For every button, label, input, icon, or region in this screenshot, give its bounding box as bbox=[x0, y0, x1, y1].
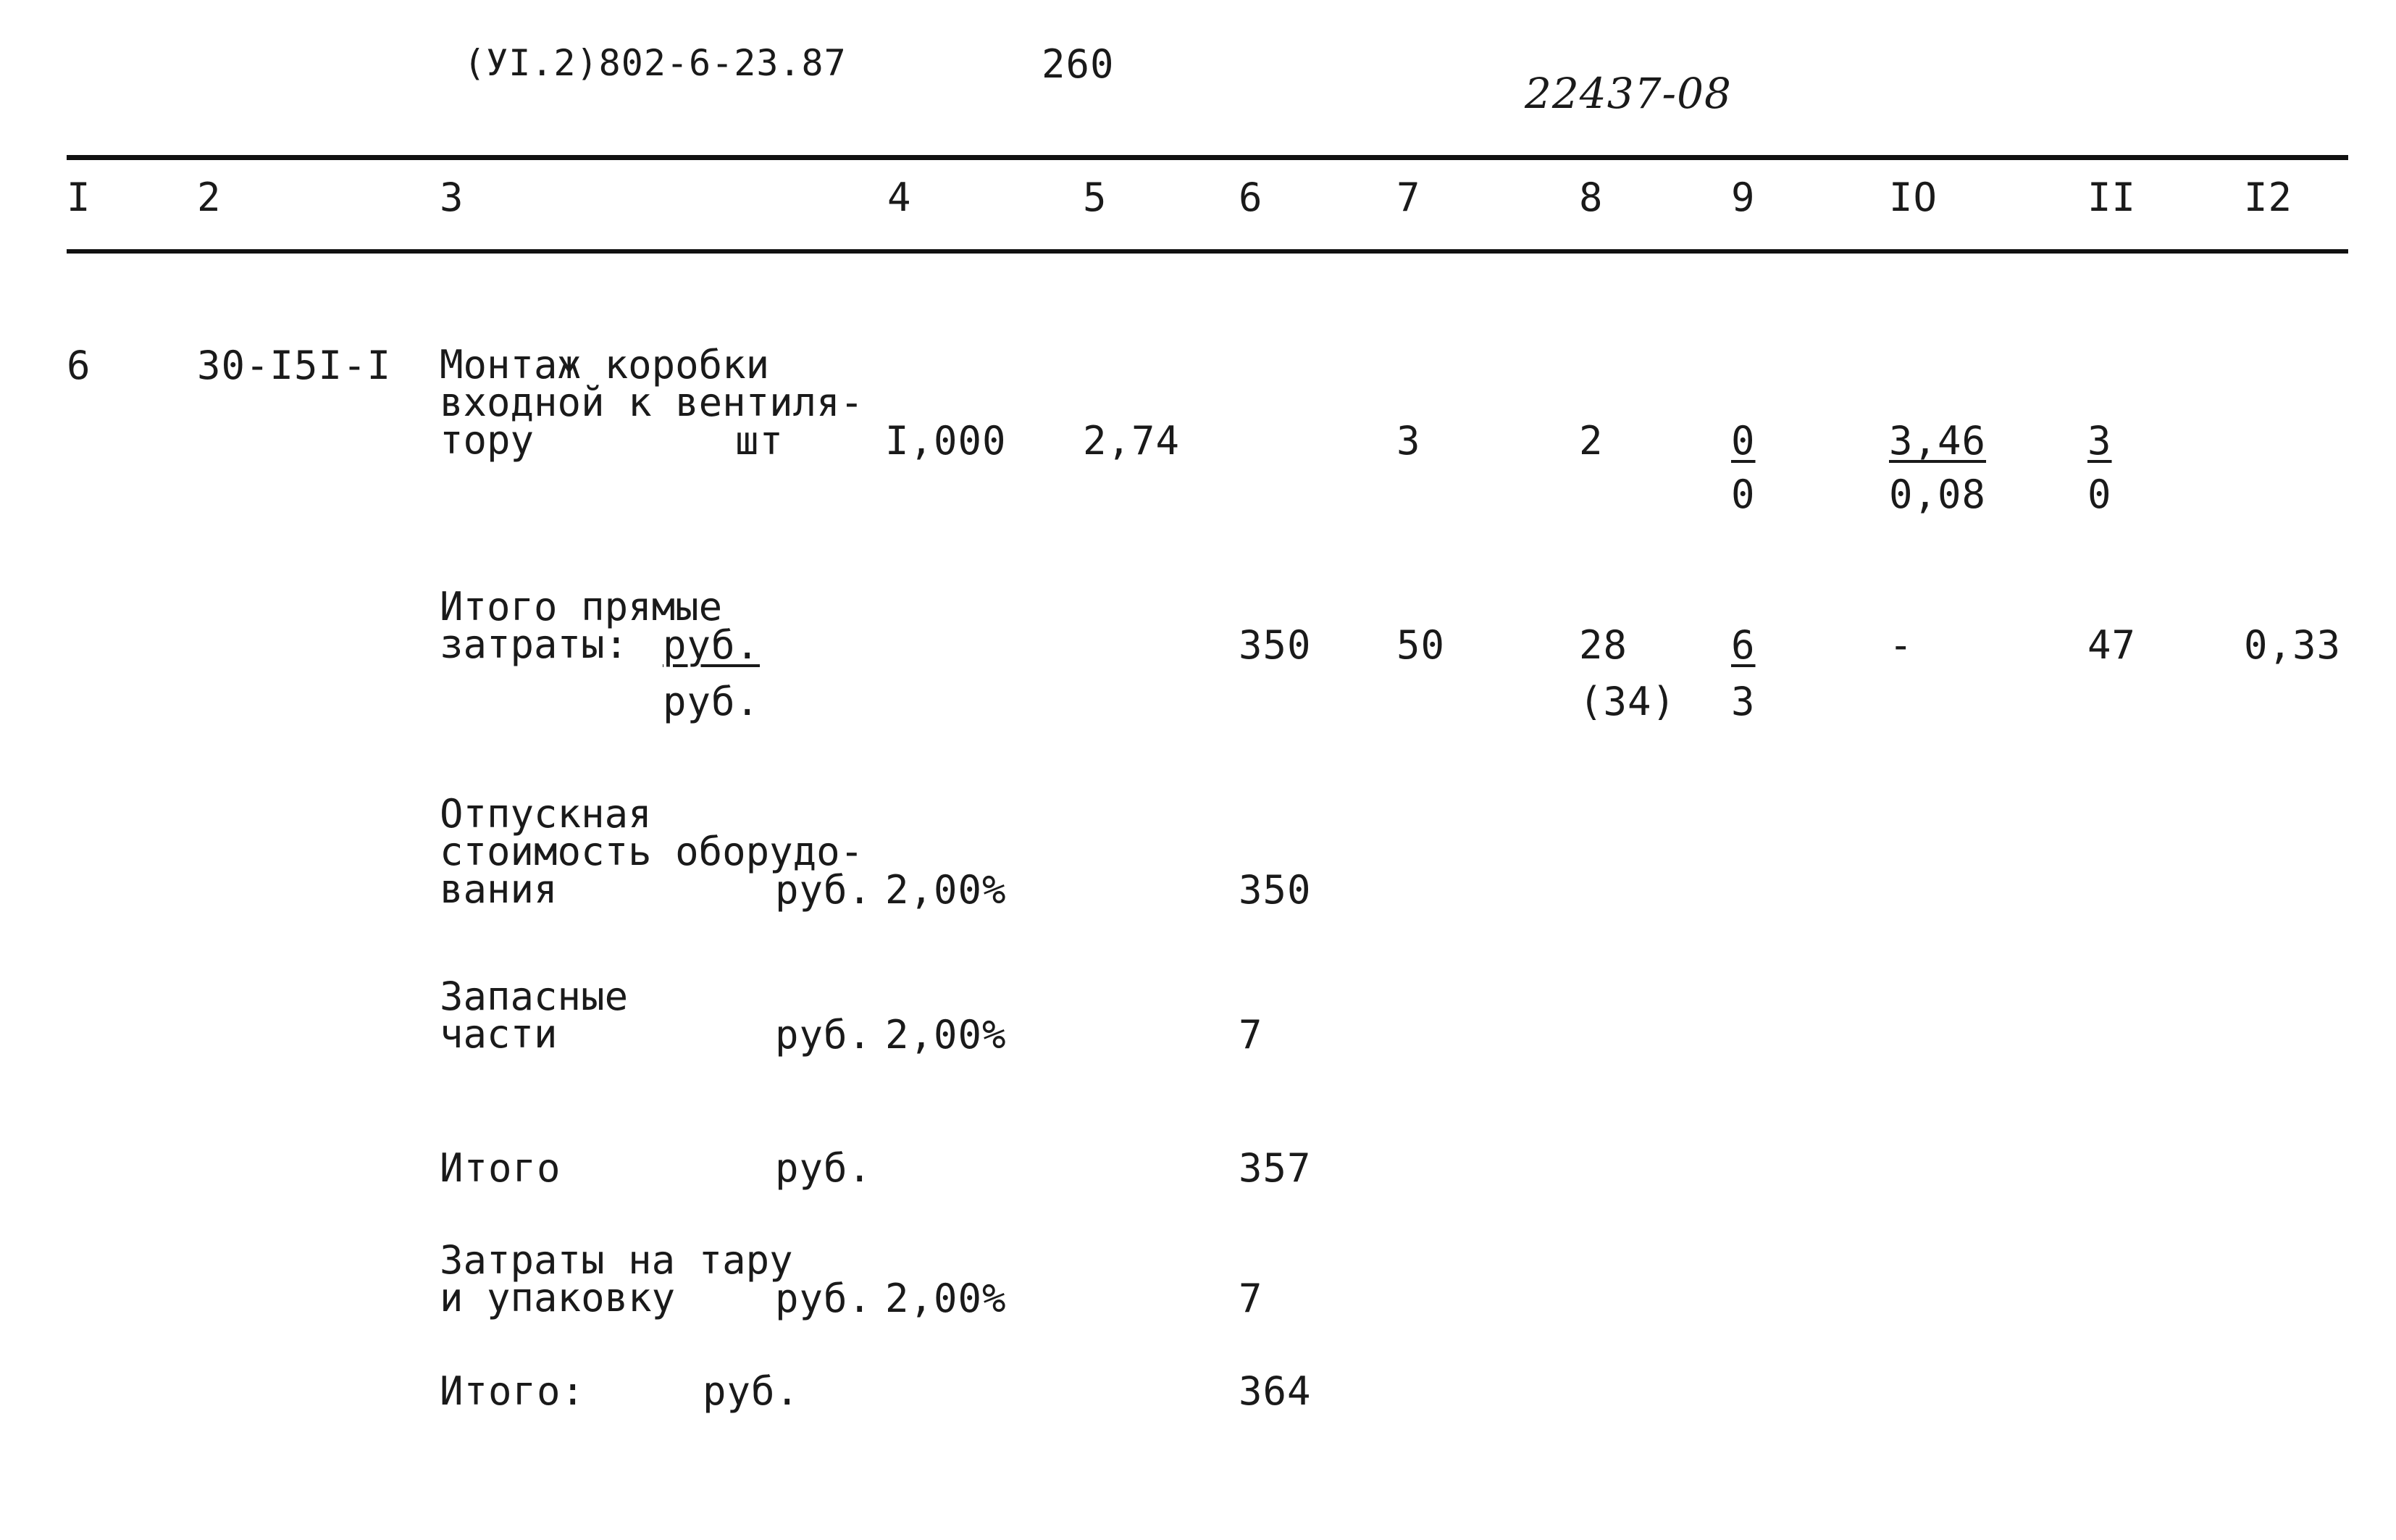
total-col6: 364 bbox=[1239, 1368, 1312, 1414]
spare-parts-col6: 7 bbox=[1239, 1012, 1263, 1058]
equipment-cost-unit: руб. bbox=[775, 867, 873, 913]
subtotal-label: Итого bbox=[440, 1145, 561, 1191]
item-quantity: I,000 bbox=[885, 418, 1007, 464]
packaging-label-line: Затраты на тару bbox=[440, 1237, 793, 1283]
direct-costs-col11: 47 bbox=[2087, 622, 2137, 668]
page-number: 260 bbox=[1042, 41, 1115, 87]
spare-parts-label-line: Запасные bbox=[440, 974, 629, 1019]
direct-costs-col10: - bbox=[1889, 622, 1914, 668]
packaging-percent: 2,00% bbox=[885, 1276, 1007, 1321]
table-top-rule bbox=[67, 155, 2348, 160]
column-number: 9 bbox=[1731, 175, 1756, 220]
item-col8: 2 bbox=[1579, 418, 1604, 464]
column-number: 4 bbox=[887, 175, 912, 220]
registration-number: 22437-08 bbox=[1525, 69, 1732, 118]
column-number: I2 bbox=[2244, 175, 2293, 220]
column-number: 7 bbox=[1396, 175, 1421, 220]
item-code: 30-I5I-I bbox=[197, 343, 392, 388]
packaging-col6: 7 bbox=[1239, 1276, 1263, 1321]
item-name bbox=[440, 342, 864, 464]
packaging-label-line: и упаковку bbox=[440, 1275, 676, 1321]
equipment-cost-col6: 350 bbox=[1239, 867, 1312, 913]
direct-costs-unit-bottom: руб. bbox=[663, 679, 761, 724]
direct-costs-col6: 350 bbox=[1239, 622, 1312, 668]
total-label: Итого: bbox=[440, 1368, 586, 1414]
direct-costs-col12: 0,33 bbox=[2244, 622, 2342, 668]
column-number: I bbox=[67, 175, 91, 220]
equipment-cost-label-line: стоимость оборудо- bbox=[440, 829, 864, 874]
subtotal-unit: руб. bbox=[775, 1145, 873, 1191]
direct-costs-col8-top: 28 bbox=[1579, 622, 1628, 668]
equipment-cost-percent: 2,00% bbox=[885, 867, 1007, 913]
subtotal-col6: 357 bbox=[1239, 1145, 1312, 1191]
column-number: 5 bbox=[1083, 175, 1107, 220]
packaging-label bbox=[440, 1237, 793, 1321]
total-unit: руб. bbox=[703, 1368, 800, 1414]
table-header-rule bbox=[67, 249, 2348, 254]
packaging-unit: руб. bbox=[775, 1276, 873, 1321]
item-col10-bottom: 0,08 bbox=[1889, 472, 1987, 517]
spare-parts-unit: руб. bbox=[775, 1012, 873, 1058]
column-number: IO bbox=[1889, 175, 1938, 220]
direct-costs-col9-bottom: 3 bbox=[1731, 679, 1756, 724]
spare-parts-percent: 2,00% bbox=[885, 1012, 1007, 1058]
direct-costs-col8-bottom: (34) bbox=[1579, 679, 1677, 724]
document-code: (УI.2)802-6-23.87 bbox=[464, 42, 847, 84]
item-unit: шт bbox=[735, 418, 784, 464]
row-number: 6 bbox=[67, 343, 91, 388]
direct-costs-label-line: затраты: bbox=[440, 622, 629, 667]
item-name-line: Монтаж коробки bbox=[440, 342, 770, 388]
column-number: II bbox=[2087, 175, 2137, 220]
item-col9-top: 0 bbox=[1731, 418, 1756, 464]
direct-costs-col9-top: 6 bbox=[1731, 622, 1756, 668]
direct-costs-label-line: Итого прямые bbox=[440, 584, 723, 629]
equipment-cost-label-line: вания bbox=[440, 866, 558, 912]
column-number: 6 bbox=[1239, 175, 1263, 220]
item-col10-top: 3,46 bbox=[1889, 418, 1987, 464]
direct-costs-unit-top: руб. bbox=[663, 622, 761, 668]
direct-costs-col7: 50 bbox=[1396, 622, 1446, 668]
item-col11-top: 3 bbox=[2087, 418, 2112, 464]
column-number: 3 bbox=[440, 175, 464, 220]
item-name-line: тору bbox=[440, 417, 535, 463]
item-col7: 3 bbox=[1396, 418, 1421, 464]
equipment-cost-label-line: Отпускная bbox=[440, 791, 652, 837]
item-col11-bottom: 0 bbox=[2087, 472, 2112, 517]
column-number: 8 bbox=[1579, 175, 1604, 220]
column-number: 2 bbox=[197, 175, 222, 220]
item-unit-price: 2,74 bbox=[1083, 418, 1181, 464]
item-col9-bottom: 0 bbox=[1731, 472, 1756, 517]
spare-parts-label bbox=[440, 974, 629, 1057]
spare-parts-label-line: части bbox=[440, 1011, 558, 1057]
item-name-line: входной к вентиля- bbox=[440, 380, 864, 425]
